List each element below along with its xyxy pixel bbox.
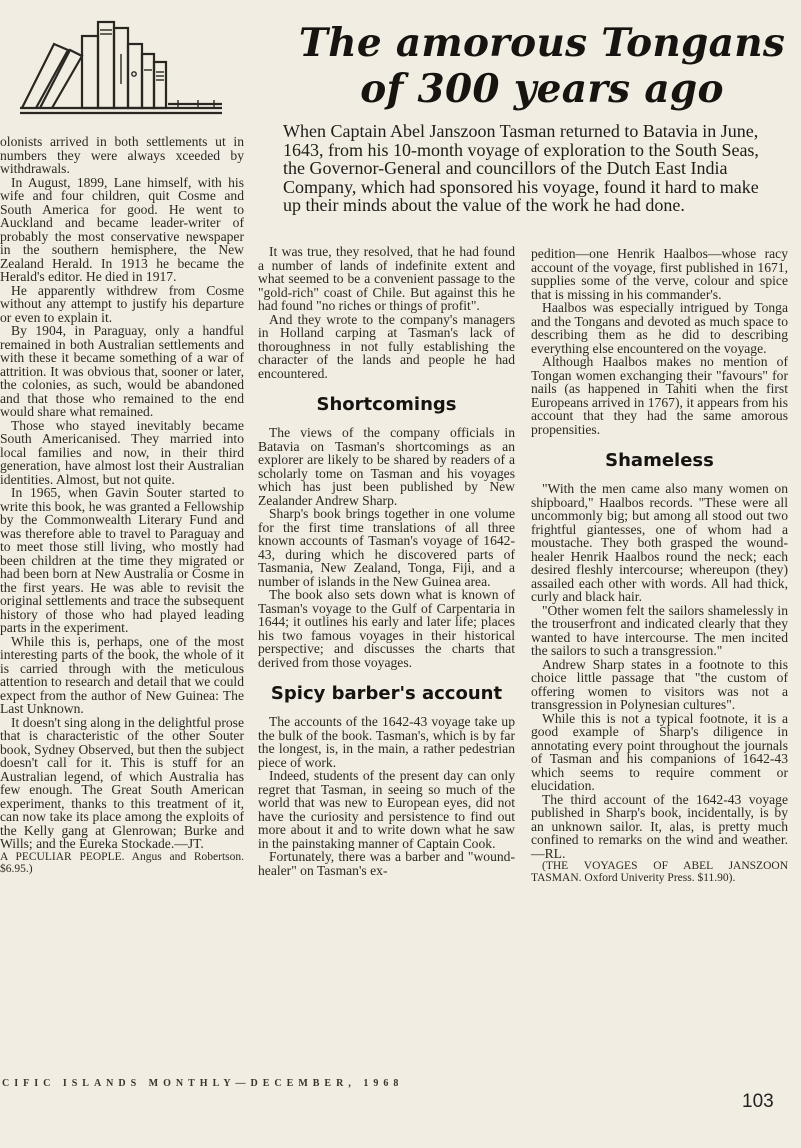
left-paragraph: In August, 1899, Lane himself, with his wife and four children, quit Cosme and South America for good. He went to Auckland and became leader-writer of probably the most conservative newspaper in the southern hemisphere, the New Zealand Herald. In 1913 he became the Herald's editor. He died in 1917. — [0, 174, 244, 284]
article-title: The amorous Tongans of 300 years ago — [298, 20, 786, 112]
middle-paragraph: The views of the company officials in Batavia on Tasman's shortcomings as an explorer are likely to be shared by readers of a scholarly tome on Tasman and his voyages which has just been published by New Zealander Andrew Sharp. — [258, 425, 515, 508]
right-book-credit: (THE VOYAGES OF ABEL JANSZOON TASMAN. Oxford Univerity Press. $11.90). — [531, 860, 788, 884]
left-book-credit: A PECULIAR PEOPLE. Angus and Robertson. $6.95.) — [0, 850, 244, 875]
left-paragraph: olonists arrived in both settlements ut in numbers they were always xceeded by withdrawals. — [0, 134, 244, 176]
left-column — [0, 135, 244, 875]
middle-paragraph: Indeed, students of the present day can only regret that Tasman, in seeing so much of the world that was new to European eyes, did not have the curiosity and persistence to find out more about it and to write down what he saw in the painstaking manner of Captain Cook. — [258, 768, 515, 851]
left-paragraph: It doesn't sing along in the delightful prose that is characteristic of the other Souter book, Sydney Observed, but then the subject doesn't call for it. This is stuff for an Australian legend, of which Australia has few enough. The Great South American experiment, thanks to this treatment of it, can now take its place among the exploits of the Kelly gang at Glenrowan; Burke and Wills; and the Eureka Stockade.—JT. — [0, 714, 244, 851]
right-paragraph: Haalbos was especially intrigued by Tonga and the Tongans and devoted as much space to describing them as he did to describing everything else encountered on the voyage. — [531, 300, 788, 356]
right-paragraph: The third account of the 1642-43 voyage published in Sharp's book, incidentally, is by an unknown sailor. It, alas, is pretty much confined to remarks on the wind and weather.—RL. — [531, 791, 788, 861]
article-lead: When Captain Abel Janszoon Tasman returned to Batavia in June, 1643, from his 10-month voyage of exploration to the South Seas, the Governor-General and councillors of the Dutch East India Company, which had sponsored his voyage, found it hard to make up their minds about the value of the work he had done. — [283, 121, 759, 215]
middle-paragraph: Sharp's book brings together in one volume for the first time translations of all three known accounts of Tasman's voyage of 1642-43, during which he discovered parts of Tasmania, New Zealand, Tonga, Fiji, and a number of islands in the New Guinea area. — [258, 506, 515, 589]
subheading-spicy-barbers-account: Spicy barber's account — [270, 683, 503, 704]
right-paragraph: pedition—one Henrik Haalbos—whose racy account of the voyage, first published in 1671, supplies some of the verve, colour and spice that is missing in his commander's. — [531, 246, 788, 302]
subheading-shameless: Shameless — [605, 450, 714, 471]
left-paragraph: While this is, perhaps, one of the most interesting parts of the book, the whole of it is carried through with the meticulous attention to research and detail that we could expect from the author of New Guinea: The Last Unknown. — [0, 633, 244, 716]
middle-paragraph: It was true, they resolved, that he had found a number of lands of indefinite extent and what seemed to be a convenient passage to the "gold-rich" coast of Chile. But against this he had found "no riches or things of profit". — [258, 244, 515, 313]
middle-paragraph: And they wrote to the company's managers in Holland carping at Tasman's lack of thoroughness in not fully establishing the character of the lands and people he had encountered. — [258, 311, 515, 381]
middle-column — [258, 245, 515, 877]
page-footer: CIFIC ISLANDS MONTHLY—DECEMBER, 1968 — [2, 1078, 404, 1089]
right-paragraph: "With the men came also many women on shipboard," Haalbos records. "These were all uncommonly big; but among all stood out two frightful giantesses, one of whom had a moustache. They both grasped the wound-healer Henrik Haalbos round the neck; each desired fleshly intercourse; whereupon (they) assailed each other with words. All had thick, curly and black hair. — [531, 481, 788, 604]
middle-paragraph: The accounts of the 1642-43 voyage take up the bulk of the book. Tasman's, which is by far the longest, is, in the main, a rather pedestrian piece of work. — [258, 714, 515, 770]
right-paragraph: Although Haalbos makes no mention of Tongan women exchanging their "favours" for nails (as happened in Tahiti when the first Europeans arrived in 1767), it appears from his account that they had the same amorous propensities. — [531, 354, 788, 437]
right-paragraph: While this is not a typical footnote, it is a good example of Sharp's diligence in annotating every point throughout the journals of Tasman and his companions of 1642-43 which seems to require comment or elucidation. — [531, 710, 788, 793]
left-paragraph: Those who stayed inevitably became South Americanised. They married into local families and now, in their third generation, have almost lost their Australian identities. Almost, but not quite. — [0, 417, 244, 487]
books-logo-icon — [18, 14, 224, 116]
left-paragraph: By 1904, in Paraguay, only a handful remained in both Australian settlements and with these it became something of a war of attrition. It was obvious that, sooner or later, the colonies, as such, would be abandoned and that those who remained to the end would share what remained. — [0, 323, 244, 419]
right-paragraph: Andrew Sharp states in a footnote to this choice little passage that "the custom of offering women to visitors was not a transgression in Polynesian cultures". — [531, 656, 788, 712]
page-number: 103 — [742, 1091, 774, 1112]
right-paragraph: "Other women felt the sailors shamelessly in the trouserfront and indicated clearly that they wanted to have intercourse. The men incited the sailors to such a transgression." — [531, 602, 788, 658]
middle-paragraph: The book also sets down what is known of Tasman's voyage to the Gulf of Carpentaria in 1644; it outlines his early and later life; places his two famous voyages in their historical perspective; and discusses the charts that derived from those voyages. — [258, 587, 515, 670]
left-paragraph: In 1965, when Gavin Souter started to write this book, he was granted a Fellowship by the Commonwealth Literary Fund and was therefore able to travel to Paraguay and to meet those still living, who mostly had been children at the time they migrated or had been born at New Australia or Cosme in the first years. He was able to revisit the original settlements and trace the subsequent history of those who had played leading parts in the experiment. — [0, 485, 244, 635]
middle-paragraph: Fortunately, there was a barber and "wound-healer" on Tasman's ex- — [258, 849, 515, 878]
right-column — [531, 247, 788, 884]
subheading-shortcomings: Shortcomings — [316, 394, 457, 415]
left-paragraph: He apparently withdrew from Cosme without any attempt to justify his departure or even to explain it. — [0, 282, 244, 325]
